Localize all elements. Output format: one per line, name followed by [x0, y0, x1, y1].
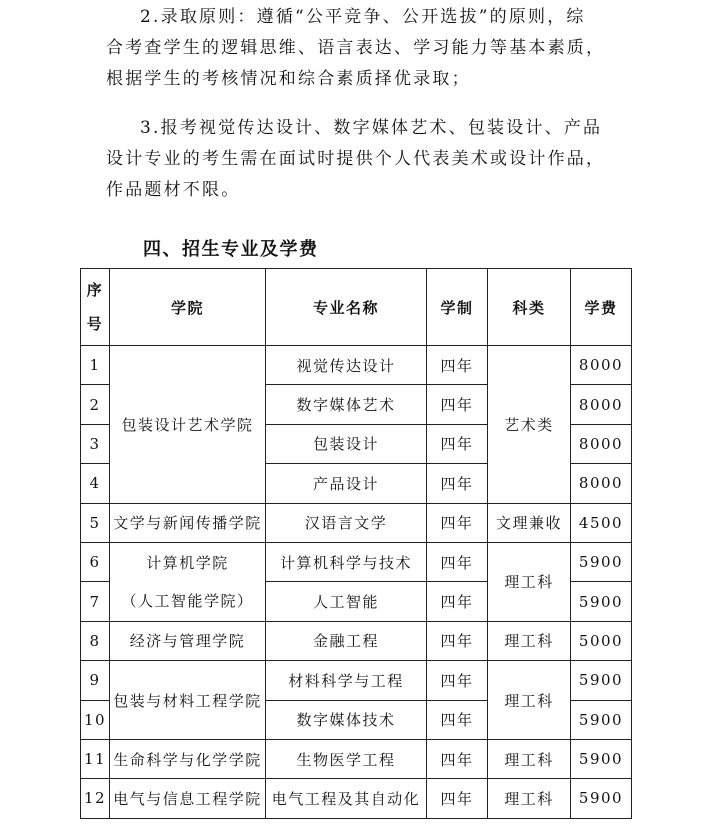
duration-cell: 四年 — [427, 700, 488, 739]
admission-principle-paragraph — [106, 2, 626, 95]
fee-cell: 5900 — [571, 582, 632, 621]
fee-cell: 4500 — [571, 503, 632, 542]
fee-cell: 8000 — [571, 424, 632, 463]
fee-cell: 8000 — [571, 346, 632, 385]
duration-cell: 四年 — [427, 464, 488, 503]
major-cell: 人工智能 — [266, 582, 427, 621]
fee-cell: 5000 — [571, 621, 632, 660]
category-cell: 艺术类 — [488, 346, 571, 504]
majors-fees-table — [80, 268, 632, 819]
major-cell: 材料科学与工程 — [266, 661, 427, 700]
seq-cell: 2 — [81, 385, 110, 424]
seq-cell: 4 — [81, 464, 110, 503]
major-cell: 计算机科学与技术 — [266, 542, 427, 581]
portfolio-requirement-paragraph — [106, 113, 626, 206]
seq-cell: 1 — [81, 346, 110, 385]
category-cell: 理工科 — [488, 739, 571, 778]
table-row — [81, 779, 632, 818]
seq-cell: 12 — [81, 779, 110, 818]
major-cell: 生物医学工程 — [266, 739, 427, 778]
table-row — [81, 503, 632, 542]
duration-cell: 四年 — [427, 779, 488, 818]
seq-cell: 7 — [81, 582, 110, 621]
header-category: 科类 — [488, 269, 571, 346]
college-name-line: （人工智能学院） — [121, 591, 254, 610]
duration-cell: 四年 — [427, 503, 488, 542]
seq-cell: 11 — [81, 739, 110, 778]
seq-cell: 5 — [81, 503, 110, 542]
seq-cell: 10 — [81, 700, 110, 739]
fee-cell: 5900 — [571, 739, 632, 778]
header-college: 学院 — [110, 269, 266, 346]
header-duration: 学制 — [427, 269, 488, 346]
fee-cell: 5900 — [571, 700, 632, 739]
college-cell: 经济与管理学院 — [110, 621, 266, 660]
major-cell: 金融工程 — [266, 621, 427, 660]
table-row — [81, 542, 632, 581]
paragraph-line: 作品题材不限。 — [106, 180, 241, 200]
paragraph-line: 合考查学生的逻辑思维、语言表达、学习能力等基本素质， — [106, 38, 606, 58]
duration-cell: 四年 — [427, 621, 488, 660]
category-cell: 理工科 — [488, 661, 571, 740]
major-cell: 电气工程及其自动化 — [266, 779, 427, 818]
fee-cell: 5900 — [571, 779, 632, 818]
fee-cell: 5900 — [571, 661, 632, 700]
seq-cell: 9 — [81, 661, 110, 700]
paragraph-line: 2.录取原则：遵循“公平竞争、公开选拔”的原则，综 — [140, 7, 586, 27]
college-name-line: 计算机学院 — [146, 553, 229, 572]
duration-cell: 四年 — [427, 661, 488, 700]
category-cell: 理工科 — [488, 542, 571, 621]
fee-cell: 8000 — [571, 385, 632, 424]
major-cell: 数字媒体技术 — [266, 700, 427, 739]
table-row — [81, 621, 632, 660]
duration-cell: 四年 — [427, 542, 488, 581]
duration-cell: 四年 — [427, 346, 488, 385]
major-cell: 数字媒体艺术 — [266, 385, 427, 424]
category-cell: 理工科 — [488, 621, 571, 660]
college-cell: 包装设计艺术学院 — [110, 346, 266, 504]
college-cell: 生命科学与化学学院 — [110, 739, 266, 778]
major-cell: 包装设计 — [266, 424, 427, 463]
duration-cell: 四年 — [427, 385, 488, 424]
seq-cell: 3 — [81, 424, 110, 463]
paragraph-line: 设计专业的考生需在面试时提供个人代表美术或设计作品， — [106, 149, 606, 169]
table-header-row — [81, 269, 632, 346]
college-cell — [110, 542, 266, 621]
seq-cell: 8 — [81, 621, 110, 660]
paragraph-line: 3.报考视觉传达设计、数字媒体艺术、包装设计、产品 — [140, 118, 603, 138]
header-seq: 序 号 — [81, 269, 110, 346]
college-cell: 文学与新闻传播学院 — [110, 503, 266, 542]
major-cell: 产品设计 — [266, 464, 427, 503]
category-cell: 文理兼收 — [488, 503, 571, 542]
duration-cell: 四年 — [427, 739, 488, 778]
duration-cell: 四年 — [427, 582, 488, 621]
table-row — [81, 661, 632, 700]
fee-cell: 8000 — [571, 464, 632, 503]
table-row — [81, 739, 632, 778]
duration-cell: 四年 — [427, 424, 488, 463]
major-cell: 汉语言文学 — [266, 503, 427, 542]
major-cell: 视觉传达设计 — [266, 346, 427, 385]
paragraph-line: 根据学生的考核情况和综合素质择优录取； — [106, 69, 471, 89]
table-row — [81, 346, 632, 385]
header-fee: 学费 — [571, 269, 632, 346]
header-major: 专业名称 — [266, 269, 427, 346]
category-cell: 理工科 — [488, 779, 571, 818]
college-cell: 电气与信息工程学院 — [110, 779, 266, 818]
fee-cell: 5900 — [571, 542, 632, 581]
section-heading: 四、招生专业及学费 — [143, 239, 319, 260]
college-cell: 包装与材料工程学院 — [110, 661, 266, 740]
seq-cell: 6 — [81, 542, 110, 581]
